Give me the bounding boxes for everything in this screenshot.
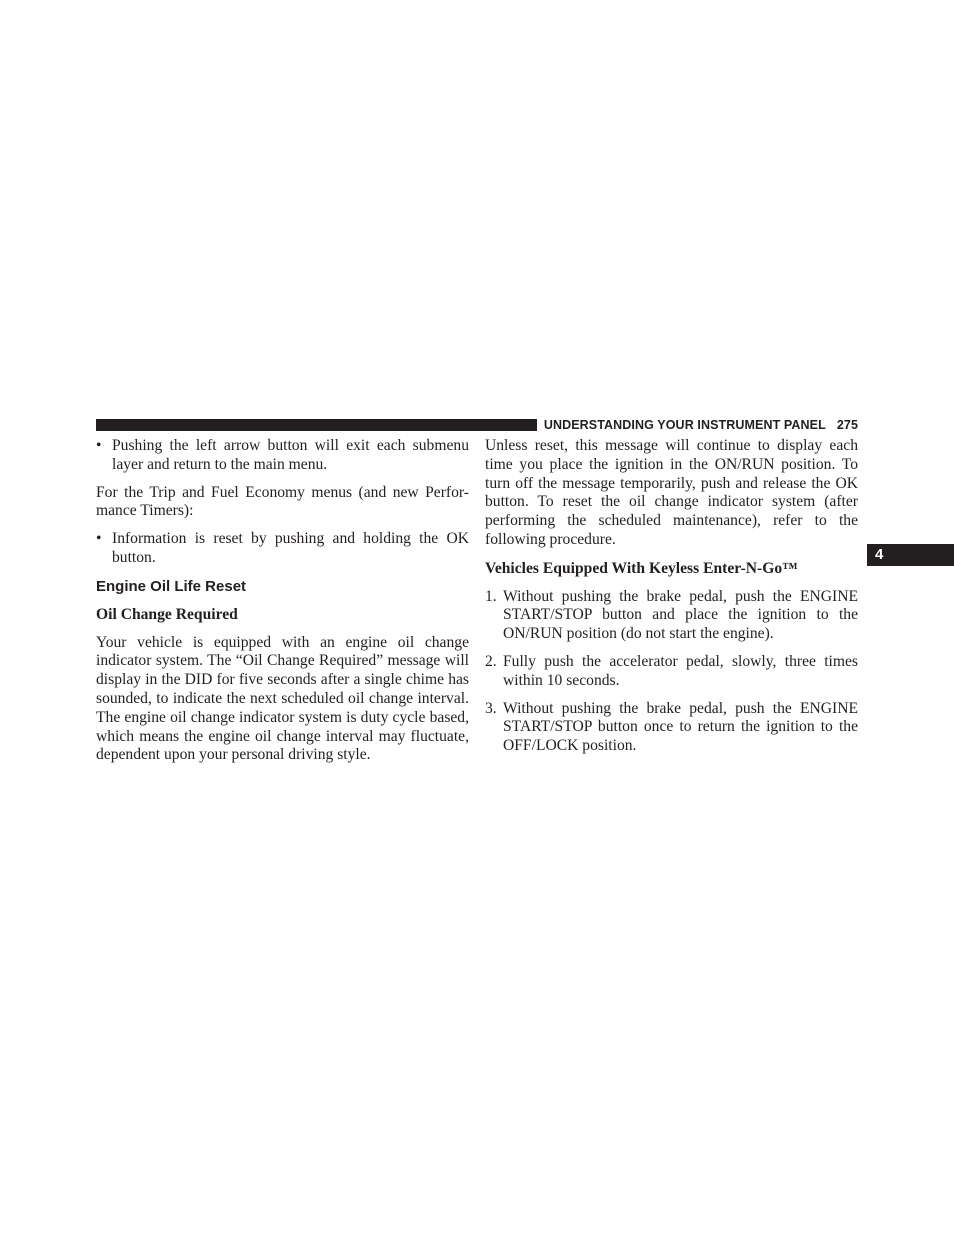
- step-number: 3.: [485, 699, 497, 717]
- subsection-heading: Vehicles Equipped With Keyless Enter-N-Go™: [485, 559, 798, 577]
- paragraph: Your vehicle is equipped with an engine oil change indicator system. The “Oil Change Required” message will display in the DID for five seconds after a single chime has sounded, to indicate the next scheduled oil change interval. The engine oil change indicator system is duty cycle based, which means the engine oil change interval may fluctuate, dependent upon your personal driving style.: [96, 633, 469, 764]
- running-header: [543, 417, 858, 433]
- list-item: [485, 700, 858, 756]
- page-number: 275: [836, 418, 858, 432]
- list-item: [96, 437, 469, 475]
- list-item: [485, 653, 858, 691]
- header-rule: [96, 419, 537, 431]
- right-column: [485, 437, 858, 756]
- section-title: UNDERSTANDING YOUR INSTRUMENT PANEL: [543, 418, 826, 432]
- bullet-icon: •: [96, 530, 102, 548]
- step-text: Without pushing the brake pedal, push the ENGINE START/STOP button once to return the ignition to the OFF/LOCK position.: [503, 699, 858, 755]
- step-text: Fully push the accelerator pedal, slowly, three times within 10 seconds.: [503, 652, 858, 689]
- bullet-icon: •: [96, 437, 102, 454]
- section-heading: Engine Oil Life Reset: [96, 577, 247, 595]
- paragraph: Unless reset, this message will continue to display each time you place the ignition in the ON/RUN position. To turn off the message temporarily, push and release the OK button. To reset the oil change indicator system (after performing the scheduled maintenance), refer to the following procedure.: [485, 437, 858, 548]
- bullet-text: Pushing the left arrow button will exit each submenu layer and return to the main menu.: [112, 437, 469, 473]
- step-number: 1.: [485, 587, 497, 605]
- list-item: [96, 530, 469, 568]
- step-text: Without pushing the brake pedal, push the ENGINE START/STOP button and place the ignition to the ON/RUN position (do not start the engine).: [503, 587, 858, 643]
- bullet-text: Information is reset by pushing and holding the OK button.: [112, 530, 469, 566]
- chapter-tab: 4: [867, 544, 954, 566]
- step-number: 2.: [485, 652, 497, 670]
- subsection-heading: Oil Change Required: [96, 605, 238, 623]
- list-item: [485, 588, 858, 644]
- left-column: [96, 437, 469, 765]
- paragraph: For the Trip and Fuel Economy menus (and new Perfor-mance Timers):: [96, 483, 469, 520]
